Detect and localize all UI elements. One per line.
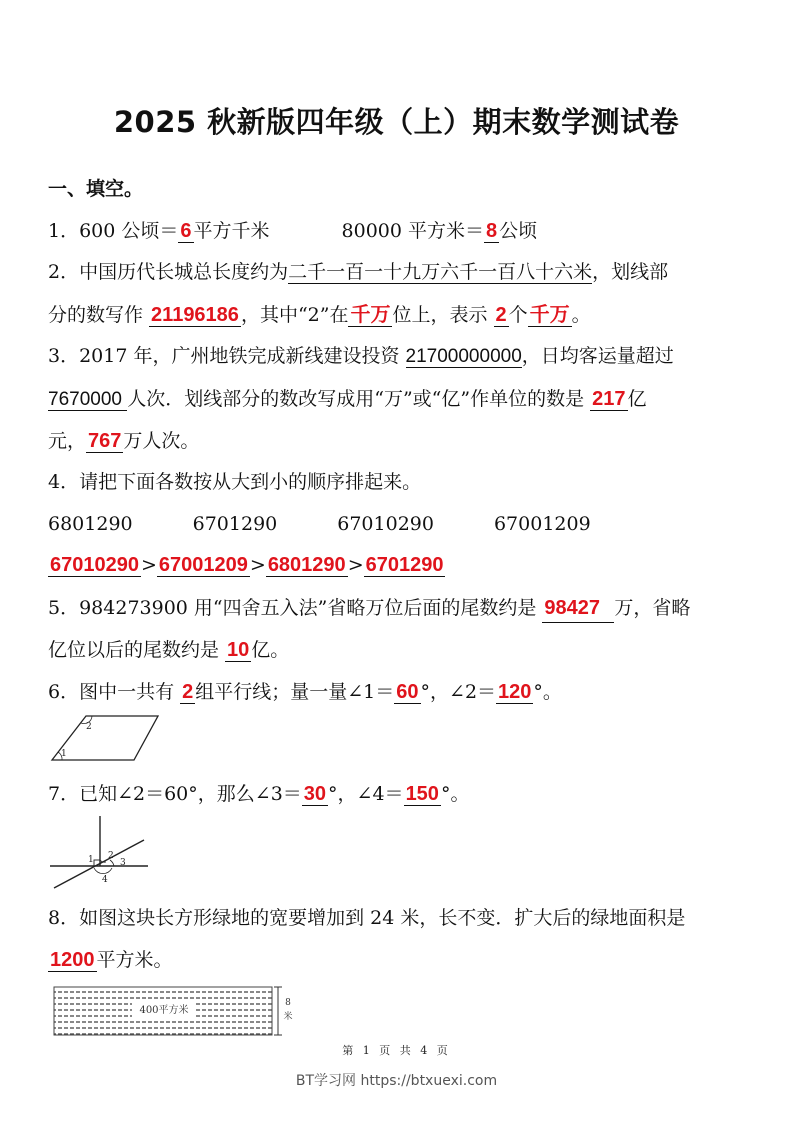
width-label: 8 bbox=[285, 998, 291, 1008]
q4-answer: 6801290 bbox=[267, 554, 346, 576]
q1-mid: 平方千米 bbox=[193, 220, 270, 242]
question-2-line-2 bbox=[48, 301, 591, 329]
question-1 bbox=[48, 217, 537, 245]
q3-answer-1: 217 bbox=[592, 388, 626, 410]
q3-prefix: 3．2017 年，广州地铁完成新线建设投资 bbox=[48, 345, 406, 367]
section-heading: 一、填空。 bbox=[48, 178, 144, 200]
intersecting-lines-figure bbox=[48, 812, 152, 892]
page-title: 2025 秋新版四年级（上）期末数学测试卷 bbox=[113, 105, 680, 139]
q6-prefix: 6．图中一共有 bbox=[48, 681, 181, 703]
q2-line2-mid: ，其中“2”在 bbox=[240, 304, 349, 326]
q5-line2-prefix: 亿位以后的尾数约是 bbox=[48, 639, 226, 661]
q4-answer: 67001209 bbox=[158, 554, 248, 576]
q3-answer-2: 767 bbox=[88, 430, 122, 452]
q6-end: °。 bbox=[533, 681, 562, 703]
q7-answer-2: 150 bbox=[405, 783, 439, 805]
angle-1-label: 1 bbox=[88, 855, 94, 865]
question-4-prompt: 4．请把下面各数按从大到小的顺序排起来。 bbox=[48, 471, 422, 493]
q7-end: °。 bbox=[440, 783, 470, 805]
q2-line2-mid3: 个 bbox=[508, 304, 528, 326]
q2-answer-count: 2 bbox=[495, 304, 507, 326]
q2-answer-place: 千万 bbox=[350, 304, 391, 326]
question-2-line-1 bbox=[48, 258, 668, 286]
q2-underlined-text: 二千一百一十九万六千一百八十六米 bbox=[288, 261, 593, 283]
q6-mid1: 组平行线；量一量∠1＝ bbox=[195, 681, 395, 703]
angle-2-label: 2 bbox=[86, 722, 92, 732]
q4-number: 67001209 bbox=[493, 513, 591, 535]
q3-underlined-investment: 21700000000 bbox=[405, 346, 522, 367]
q7-prefix: 7．已知∠2＝60°，那么∠3＝ bbox=[48, 783, 302, 805]
question-6 bbox=[48, 678, 562, 706]
q2-line2-end: 。 bbox=[571, 304, 591, 326]
q1-prefix: 1．600 公顷＝ bbox=[48, 220, 179, 242]
q2-answer-number: 21196186 bbox=[151, 304, 239, 326]
question-5-line-2 bbox=[48, 636, 289, 664]
q5-line2-end: 亿。 bbox=[251, 639, 290, 661]
q2-line2-mid2: 位上，表示 bbox=[392, 304, 494, 326]
q4-number: 6701290 bbox=[192, 513, 278, 535]
q4-answer: 67010290 bbox=[50, 554, 139, 576]
q3-line2-mid: 人次．划线部分的数改写成用“万”或“亿”作单位的数是 bbox=[127, 388, 591, 410]
q8-line2-end: 平方米。 bbox=[96, 949, 173, 971]
q1-part2-prefix: 80000 平方米＝ bbox=[341, 220, 485, 242]
question-4-answers bbox=[48, 551, 445, 579]
q4-separator: > bbox=[140, 554, 157, 576]
question-3-line-1 bbox=[48, 342, 674, 371]
width-unit-label: 米 bbox=[283, 1012, 293, 1022]
angle-2-label: 2 bbox=[108, 851, 114, 861]
q3-line3-end: 万人次。 bbox=[123, 430, 200, 452]
q6-answer-2: 60 bbox=[396, 681, 419, 703]
q4-separator: > bbox=[347, 554, 364, 576]
q2-prefix: 2．中国历代长城总长度约为 bbox=[48, 261, 289, 283]
q1-answer-1: 6 bbox=[180, 220, 192, 242]
q3-line3-prefix: 元， bbox=[48, 430, 87, 452]
q6-mid2: °，∠2＝ bbox=[420, 681, 497, 703]
question-8-line-1: 8．如图这块长方形绿地的宽要增加到 24 米，长不变．扩大后的绿地面积是 bbox=[48, 907, 686, 929]
q3-after1: ，日均客运量超过 bbox=[521, 345, 674, 367]
question-7 bbox=[48, 780, 469, 808]
q6-answer-3: 120 bbox=[498, 681, 532, 703]
angle-4-label: 4 bbox=[102, 875, 108, 885]
question-3-line-2 bbox=[48, 385, 647, 414]
site-watermark: BT学习网 https://btxuexi.com bbox=[295, 1073, 498, 1089]
q4-separator: > bbox=[249, 554, 266, 576]
q8-answer: 1200 bbox=[50, 949, 95, 971]
question-8-line-2 bbox=[48, 946, 173, 974]
q1-suffix: 公顷 bbox=[499, 220, 538, 242]
area-label: 400平方米 bbox=[139, 1005, 189, 1016]
question-5-line-1 bbox=[48, 594, 690, 623]
q3-line2-end: 亿 bbox=[627, 388, 647, 410]
q5-answer-1: 98427 bbox=[542, 594, 614, 623]
q6-answer-1: 2 bbox=[182, 681, 194, 703]
question-4-numbers bbox=[48, 510, 591, 538]
q3-underlined-passengers: 7670000 bbox=[48, 389, 128, 410]
question-3-line-3 bbox=[48, 427, 199, 455]
parallelogram-figure bbox=[48, 712, 164, 764]
q2-after: ，划线部 bbox=[592, 261, 669, 283]
q4-answer: 6701290 bbox=[365, 554, 444, 576]
rectangle-lawn-figure bbox=[52, 983, 298, 1039]
q2-line2-prefix: 分的数写作 bbox=[48, 304, 150, 326]
q5-answer-2: 10 bbox=[227, 639, 250, 661]
q5-mid: 万，省略 bbox=[614, 597, 691, 619]
q7-answer-1: 30 bbox=[303, 783, 327, 805]
q4-number: 6801290 bbox=[48, 513, 133, 535]
q4-number: 67010290 bbox=[337, 513, 434, 535]
q1-answer-2: 8 bbox=[486, 220, 498, 242]
q2-answer-unit: 千万 bbox=[529, 304, 570, 326]
angle-3-label: 3 bbox=[120, 858, 126, 868]
q5-prefix: 5．984273900 用“四舍五入法”省略万位后面的尾数约是 bbox=[48, 597, 543, 619]
q7-mid: °，∠4＝ bbox=[328, 783, 404, 805]
angle-1-label: 1 bbox=[61, 749, 67, 759]
page-number: 第 1 页 共 4 页 bbox=[342, 1044, 451, 1057]
